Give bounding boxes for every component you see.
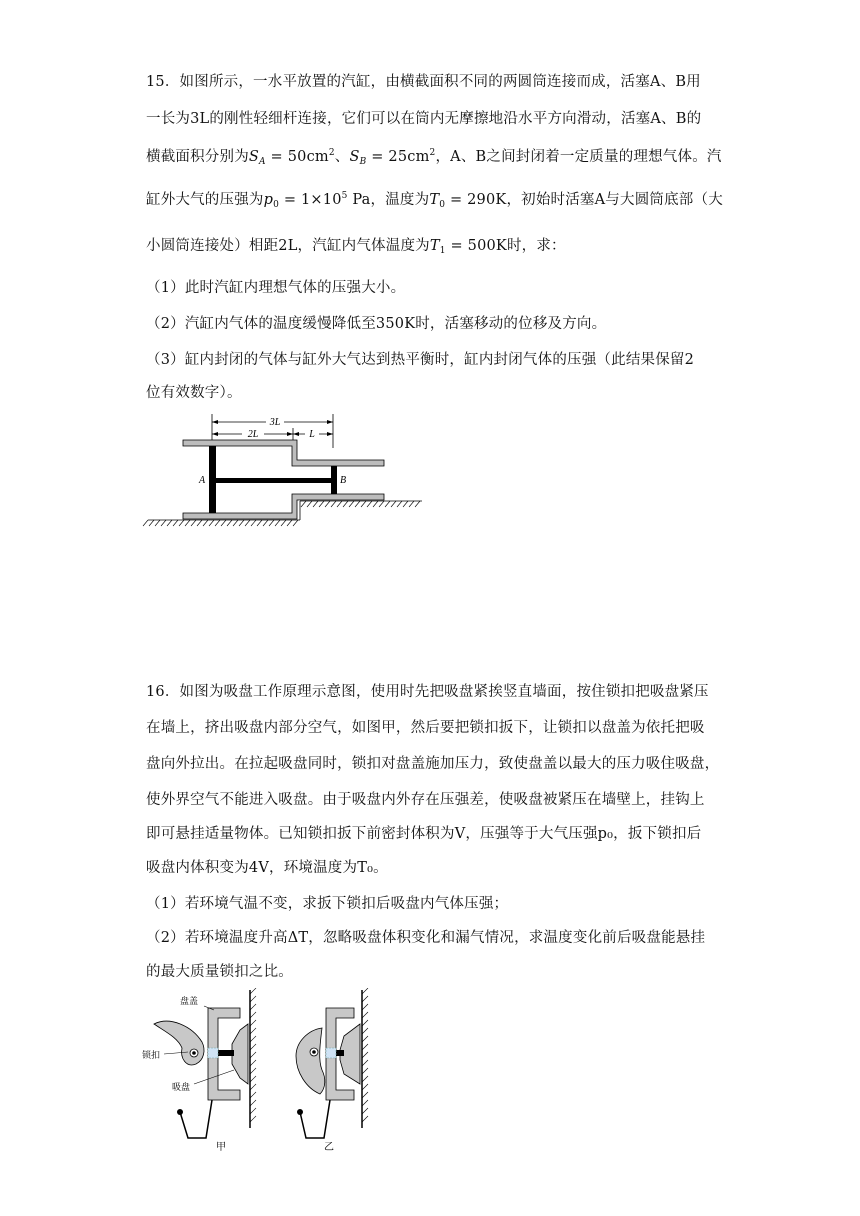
formula-unit: Pa (347, 192, 371, 208)
formula-sup: 2 (328, 148, 335, 158)
q15-text: ，初始时活塞A与大圆筒底部（大 (506, 192, 723, 208)
formula-eq: = 1×10 (279, 192, 342, 208)
figure-jia (142, 988, 256, 1153)
dim-total-label: 3L (269, 417, 281, 428)
piston-b-label: B (340, 475, 347, 486)
formula-sup: 5 (341, 191, 348, 201)
label-cup: 吸盘 (172, 1082, 191, 1092)
q15-text: ，A、B之间封闭着一定质量的理想气体。汽 (435, 149, 722, 165)
q16-line-1: 16．如图为吸盘工作原理示意图，使用时先把吸盘紧挨竖直墙面，按住锁扣把吸盘紧压 (146, 684, 709, 700)
q15-sub-2: （2）汽缸内气体的温度缓慢降低至350K时，活塞移动的位移及方向。 (146, 316, 607, 332)
q16-sub-2: （2）若环境温度升高ΔT，忽略吸盘体积变化和漏气情况，求温度变化前后吸盘能悬挂 (146, 930, 706, 946)
q15-text: 时，求： (506, 238, 566, 254)
q15-sub-3-cont: 位有效数字）。 (146, 385, 242, 401)
formula-var: T (429, 238, 440, 254)
formula-sub: B (359, 157, 367, 167)
figure-yi (296, 988, 368, 1153)
q15-line-3 (146, 145, 722, 167)
q15-text: 横截面积分别为 (146, 149, 249, 165)
q15-line-5 (146, 234, 566, 256)
q15-text: 缸外大气的压强为 (146, 192, 264, 208)
q15-text: ，温度为 (370, 192, 430, 208)
q15-sub-1: （1）此时汽缸内理想气体的压强大小。 (146, 280, 406, 296)
separator: 、 (334, 149, 350, 165)
label-cover: 盘盖 (180, 996, 199, 1006)
dim-left-label: 2L (247, 429, 259, 440)
label-yi: 乙 (324, 1142, 334, 1153)
formula-var: p (263, 192, 274, 208)
q15-sub-3: （3）缸内封闭的气体与缸外大气达到热平衡时，缸内封闭气体的压强（此结果保留2 (146, 352, 695, 368)
formula-sub: 0 (439, 200, 446, 210)
q16-line-2: 在墙上，挤出吸盘内部分空气，如图甲，然后要把锁扣扳下，让锁扣以盘盖为依托把吸 (146, 720, 705, 736)
formula-sub: 1 (439, 246, 446, 256)
q15-line-4 (146, 188, 723, 210)
formula-var: S (248, 149, 260, 165)
q16-sub-1: （1）若环境气温不变，求扳下锁扣后吸盘内气体压强； (146, 896, 509, 912)
formula-eq: = 50cm (265, 149, 329, 165)
label-jia: 甲 (216, 1142, 226, 1153)
formula-var: T (429, 192, 440, 208)
formula-eq: = 25cm (366, 149, 430, 165)
cylinder-figure (140, 412, 430, 532)
q16-line-6: 吸盘内体积变为4V，环境温度为T₀。 (146, 860, 388, 876)
q15-line-2: 一长为3L的刚性轻细杆连接，它们可以在筒内无摩擦地沿水平方向滑动，活塞A、B的 (146, 111, 702, 127)
formula-sub: 0 (273, 200, 280, 210)
q16-line-5: 即可悬挂适量物体。已知锁扣扳下前密封体积为V，压强等于大气压强p₀，扳下锁扣后 (146, 826, 702, 842)
formula-eq: = 290K (445, 192, 507, 208)
formula-var: S (349, 149, 360, 165)
q15-line-1: 15．如图所示，一水平放置的汽缸，由横截面积不同的两圆筒连接而成，活塞A、B用 (146, 74, 701, 90)
formula-sup: 2 (429, 148, 436, 158)
formula-eq: = 500K (445, 238, 507, 254)
q16-line-4: 使外界空气不能进入吸盘。由于吸盘内外存在压强差，使吸盘被紧压在墙壁上，挂钩上 (146, 792, 705, 808)
q15-text: 小圆筒连接处）相距2L，汽缸内气体温度为 (146, 238, 430, 254)
piston-a-label: A (199, 475, 206, 486)
label-lock: 锁扣 (142, 1050, 161, 1060)
q16-sub-2-cont: 的最大质量锁扣之比。 (146, 964, 293, 980)
suction-cup-figure (140, 988, 380, 1158)
dim-right-label: L (309, 429, 315, 440)
formula-sub: A (259, 157, 266, 167)
q16-line-3: 盘向外拉出。在拉起吸盘同时，锁扣对盘盖施加压力，致使盘盖以最大的压力吸住吸盘， (146, 756, 720, 772)
